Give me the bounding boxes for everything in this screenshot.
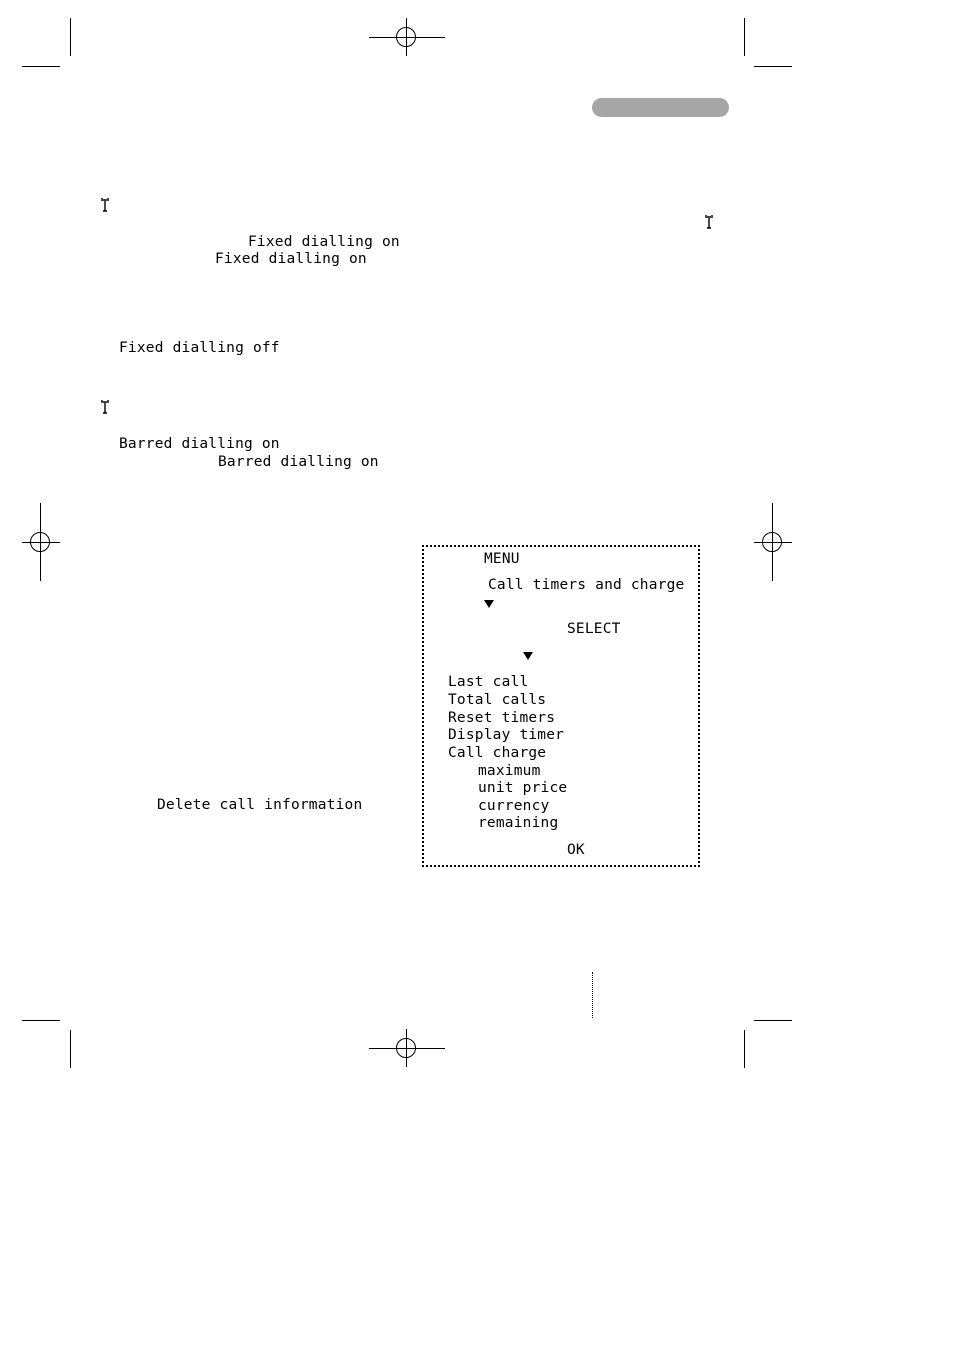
crop-mark-top-left-h [22, 66, 60, 67]
down-arrow-icon [484, 600, 494, 608]
menu-subitem-currency: currency [478, 798, 550, 814]
menu-label: MENU [484, 551, 520, 567]
menu-item-display-timer: Display timer [448, 727, 565, 743]
menu-item-reset-timers: Reset timers [448, 710, 556, 726]
barred-dialling-on-text: Barred dialling on [119, 436, 280, 452]
submenu-label: Call timers and charge [488, 577, 685, 593]
antenna-icon [101, 400, 109, 414]
select-label: SELECT [567, 621, 621, 637]
crop-mark-bottom-left-h [22, 1020, 60, 1021]
menu-item-total-calls: Total calls [448, 692, 547, 708]
antenna-icon [101, 198, 109, 212]
barred-dialling-on-text: Barred dialling on [218, 454, 379, 470]
menu-item-last-call: Last call [448, 674, 529, 690]
crop-mark-bottom-right-v [744, 1030, 745, 1068]
section-tab [592, 98, 729, 117]
fixed-dialling-on-text: Fixed dialling on [215, 251, 367, 267]
down-arrow-icon [523, 652, 533, 660]
crop-mark-top-left-v [70, 18, 71, 56]
dotted-divider [592, 972, 593, 1018]
menu-subitem-unit-price: unit price [478, 780, 568, 796]
menu-item-call-charge: Call charge [448, 745, 547, 761]
menu-subitem-maximum: maximum [478, 763, 541, 779]
crop-mark-top-right-v [744, 18, 745, 56]
ok-label: OK [567, 842, 585, 858]
delete-call-information-text: Delete call information [157, 797, 363, 813]
crop-mark-top-right-h [754, 66, 792, 67]
fixed-dialling-on-text: Fixed dialling on [248, 234, 400, 250]
crop-mark-bottom-left-v [70, 1030, 71, 1068]
menu-subitem-remaining: remaining [478, 815, 559, 831]
crop-mark-bottom-right-h [754, 1020, 792, 1021]
fixed-dialling-off-text: Fixed dialling off [119, 340, 280, 356]
antenna-icon [705, 215, 713, 229]
